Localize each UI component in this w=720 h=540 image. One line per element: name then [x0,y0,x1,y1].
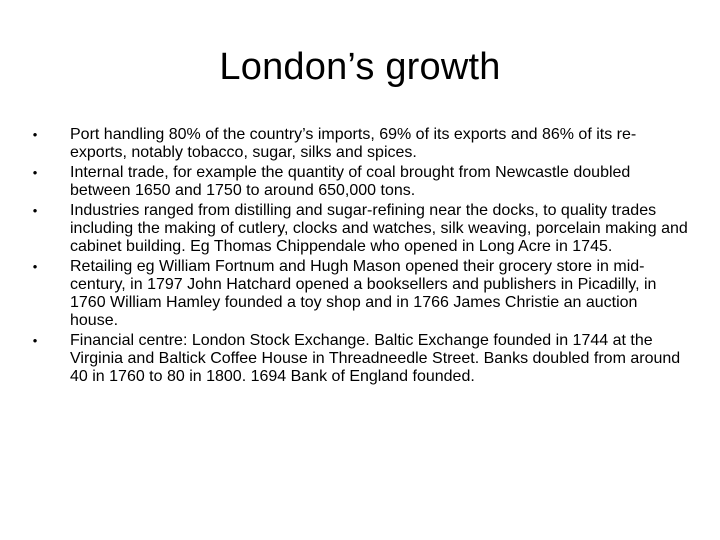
bullet-point-icon: • [32,127,38,142]
bullet-point-icon: • [32,203,38,218]
bullet-item-financial-centre [28,332,688,386]
bullet-text: Financial centre: London Stock Exchange. Baltic Exchange founded in 1744 at the Virginia and Baltick Coffee House in Threadneedle Street. Banks doubled from around 40 in 1760 to 80 in 1800. 1694 Bank of England founded. [70,332,681,385]
bullet-item-port [28,126,688,162]
bullet-text: Internal trade, for example the quantity of coal brought from Newcastle doubled between 1650 and 1750 to around 650,000 tons. [70,164,631,199]
bullet-list [28,126,688,388]
bullet-text: Retailing eg William Fortnum and Hugh Mason opened their grocery store in mid-century, in 1797 John Hatchard opened a booksellers and publishers in Picadilly, in 1760 William Hamley founded a toy shop and in 1766 James Christie an auction house. [70,258,657,329]
bullet-text: Industries ranged from distilling and sugar-refining near the docks, to quality trades including the making of cutlery, clocks and watches, silk weaving, porcelain making and cabinet building. Eg Thomas Chippendale who opened in Long Acre in 1745. [70,202,688,255]
bullet-point-icon: • [32,165,38,180]
bullet-item-retailing [28,258,688,330]
slide-title: London’s growth [219,46,501,88]
bullet-item-internal-trade [28,164,688,200]
bullet-item-industries [28,202,688,256]
bullet-point-icon: • [32,259,38,274]
bullet-text: Port handling 80% of the country’s imports, 69% of its exports and 86% of its re-exports, notably tobacco, sugar, silks and spices. [70,126,637,161]
bullet-point-icon: • [32,333,38,348]
